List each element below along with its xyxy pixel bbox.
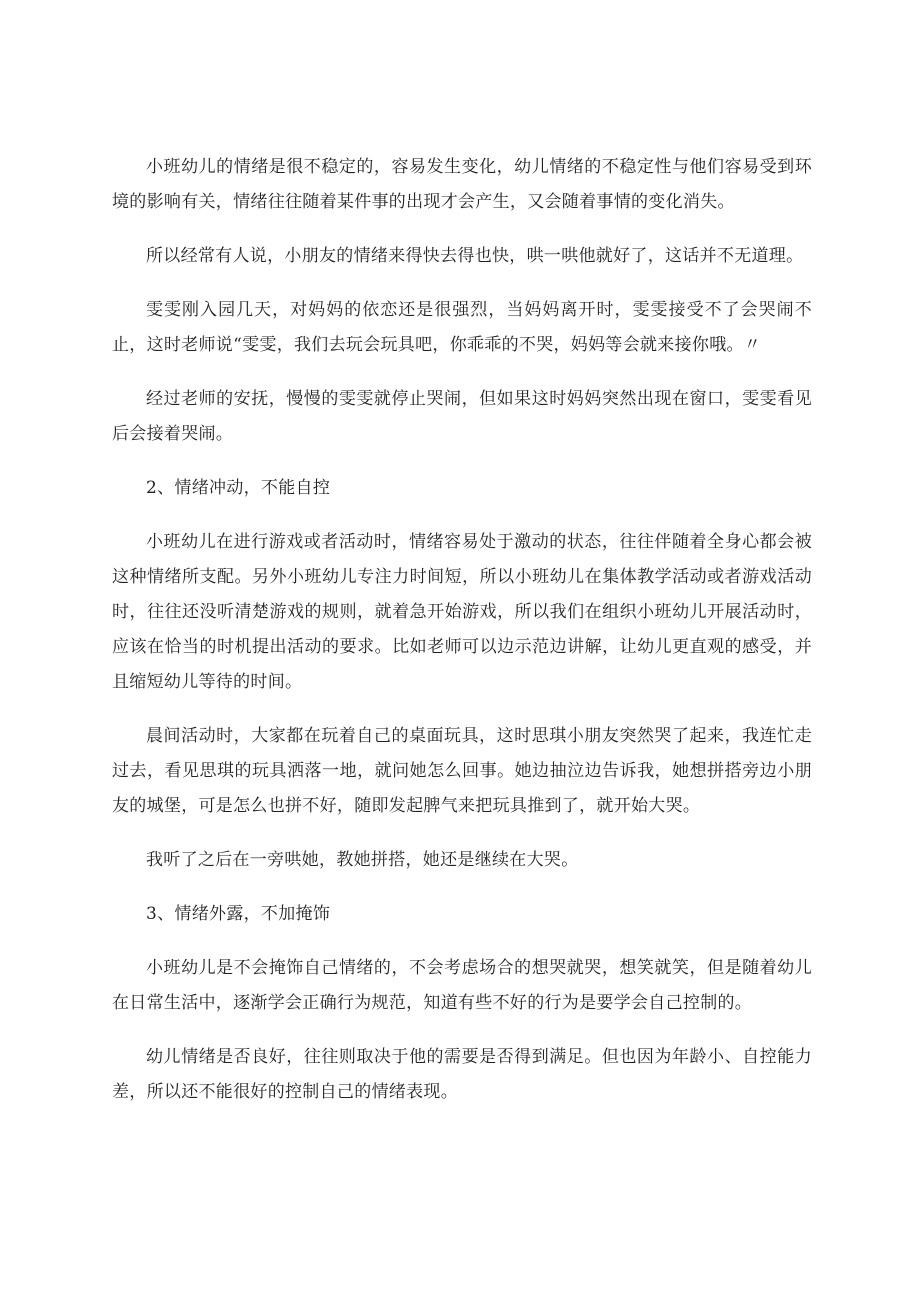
- paragraph-emotion-needs: 幼儿情绪是否良好，往往则取决于他的需要是否得到满足。但也因为年龄小、自控能力差，所以还不能很好的控制自己的情绪表现。: [112, 1047, 812, 1102]
- paragraph-wenwen-example: 雯雯刚入园几天，对妈妈的依恋还是很强烈，当妈妈离开时，雯雯接受不了会哭闹不止，这时老师说“雯雯，我们去玩会玩具吧，你乖乖的不哭，妈妈等会就来接你哦。〃: [112, 300, 812, 355]
- paragraph-wenwen-followup: 经过老师的安抚，慢慢的雯雯就停止哭闹，但如果这时妈妈突然出现在窗口，雯雯看见后会接着哭闹。: [112, 389, 812, 444]
- section-heading-3: 3、情绪外露，不加掩饰: [146, 904, 331, 924]
- paragraph-impulsive-emotion: 小班幼儿在进行游戏或者活动时，情绪容易处于激动的状态，往往伴随着全身心都会被这种情绪所支配。另外小班幼儿专注力时间短，所以小班幼儿在集体教学活动或者游戏活动时，往往还没听清楚游戏的规则，就着急开始游戏，所以我们在组织小班幼儿开展活动时，应该在恰当的时机提出活动的要求。比如老师可以边示范边讲解，让幼儿更直观的感受，并且缩短幼儿等待的时间。: [112, 532, 812, 692]
- paragraph-siqi-followup: 我听了之后在一旁哄她，教她拼搭，她还是继续在大哭。: [146, 850, 579, 870]
- paragraph-siqi-example: 晨间活动时，大家都在玩着自己的桌面玩具，这时思琪小朋友突然哭了起来，我连忙走过去，看见思琪的玩具洒落一地，就问她怎么回事。她边抽泣边告诉我，她想拼搭旁边小朋友的城堡，可是怎么也拼不好，随即发起脾气来把玩具推到了，就开始大哭。: [112, 726, 812, 816]
- section-heading-2: 2、情绪冲动，不能自控: [146, 478, 331, 498]
- paragraph-emotion-instability: 小班幼儿的情绪是很不稳定的，容易发生变化，幼儿情绪的不稳定性与他们容易受到环境的影响有关，情绪往往随着某件事的出现才会产生，又会随着事情的变化消失。: [112, 157, 812, 212]
- paragraph-saying: 所以经常有人说，小朋友的情绪来得快去得也快，哄一哄他就好了，这话并不无道理。: [146, 246, 804, 266]
- document-body: [112, 150, 812, 1129]
- paragraph-open-emotion: 小班幼儿是不会掩饰自己情绪的，不会考虑场合的想哭就哭，想笑就笑，但是随着幼儿在日常生活中，逐渐学会正确行为规范，知道有些不好的行为是要学会自己控制的。: [112, 958, 812, 1013]
